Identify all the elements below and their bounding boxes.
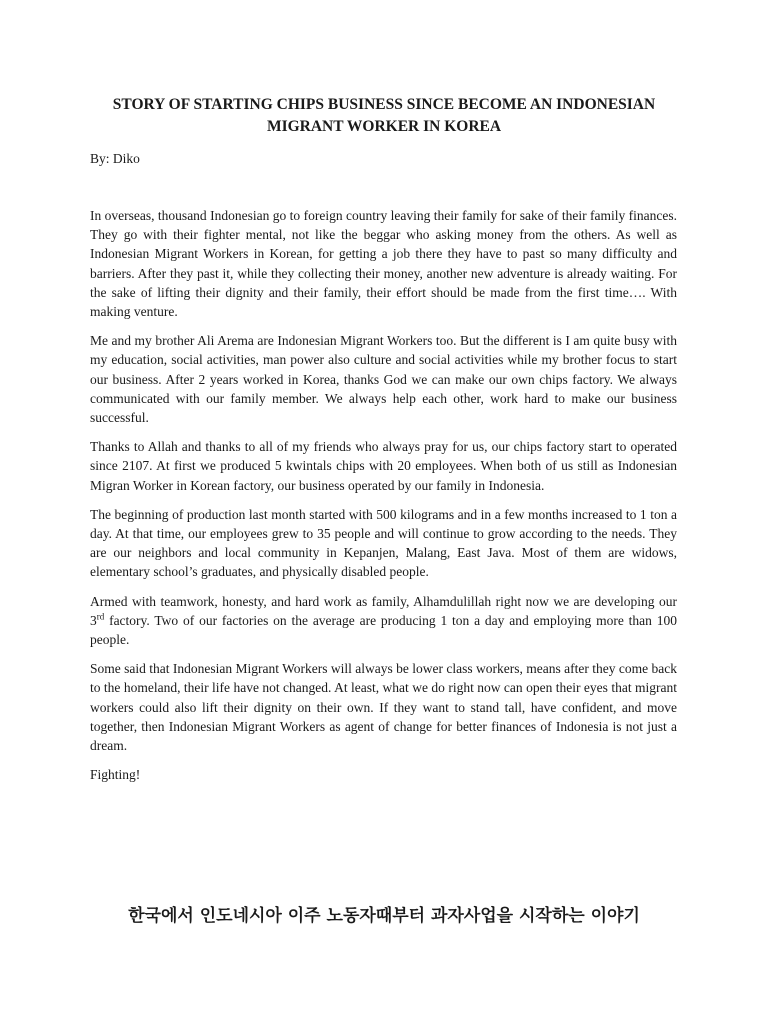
korean-title: 한국에서 인도네시아 이주 노동자때부터 과자사업을 시작하는 이야기 — [128, 906, 640, 926]
paragraph-5-after: factory. Two of our factories on the average are producing 1 ton a day and employing more than 100 people. — [90, 612, 677, 648]
paragraph-2: Me and my brother Ali Arema are Indonesian Migrant Workers too. But the different is I am quite busy with my education, social activities, man power also culture and social activities while my brother focus to start our business. After 2 years worked in Korea, thanks God we can make our own chips factory. We always communicated with our family member. We always help each other, work hard to make our business successful. — [90, 333, 677, 426]
author-byline: By: Diko — [90, 151, 140, 166]
document-body — [90, 206, 677, 784]
paragraph-3: Thanks to Allah and thanks to all of my friends who always pray for us, our chips factory start to operated since 2107. At first we produced 5 kwintals chips with 20 employees. When both of us still as Indonesian Migran Worker in Korean factory, our business operated by our family in Indonesia. — [90, 439, 677, 493]
paragraph-4: The beginning of production last month started with 500 kilograms and in a few months increased to 1 ton a day. At that time, our employees grew to 35 people and will continue to grow according to the needs. They are our neighbors and local community in Kepanjen, Malang, East Java. Most of them are widows, elementary school’s graduates, and physically disabled people. — [90, 506, 677, 580]
ordinal-suffix: rd — [96, 611, 105, 622]
paragraph-5 — [90, 592, 677, 650]
paragraph-1: In overseas, thousand Indonesian go to foreign country leaving their family for sake of their family finances. They go with their fighter mental, not like the beggar who asking money from the others. As well as Indonesian Migrant Workers in Korean, for getting a job there they have to past so many difficulty and barriers. After they past it, while they collecting their money, another new adventure is already waiting. For the sake of lifting their dignity and their family, their effort should be made from the first time…. With making venture. — [90, 208, 677, 320]
closing-line: Fighting! — [90, 767, 141, 783]
document-title: STORY OF STARTING CHIPS BUSINESS SINCE BECOME AN INDONESIAN MIGRANT WORKER IN KOREA — [112, 96, 656, 135]
paragraph-5-before: Armed with teamwork, honesty, and hard work as family, Alhamdulillah right now we are developing our 3 — [90, 593, 677, 628]
paragraph-6: Some said that Indonesian Migrant Workers will always be lower class workers, means after they come back to the homeland, their life have not changed. At least, what we do right now can open their eyes that migrant workers could also lift their dignity on their own. If they want to stand tall, have confident, and move together, then Indonesian Migrant Workers as agent of change for better finances of Indonesia is not just a dream. — [90, 661, 677, 754]
